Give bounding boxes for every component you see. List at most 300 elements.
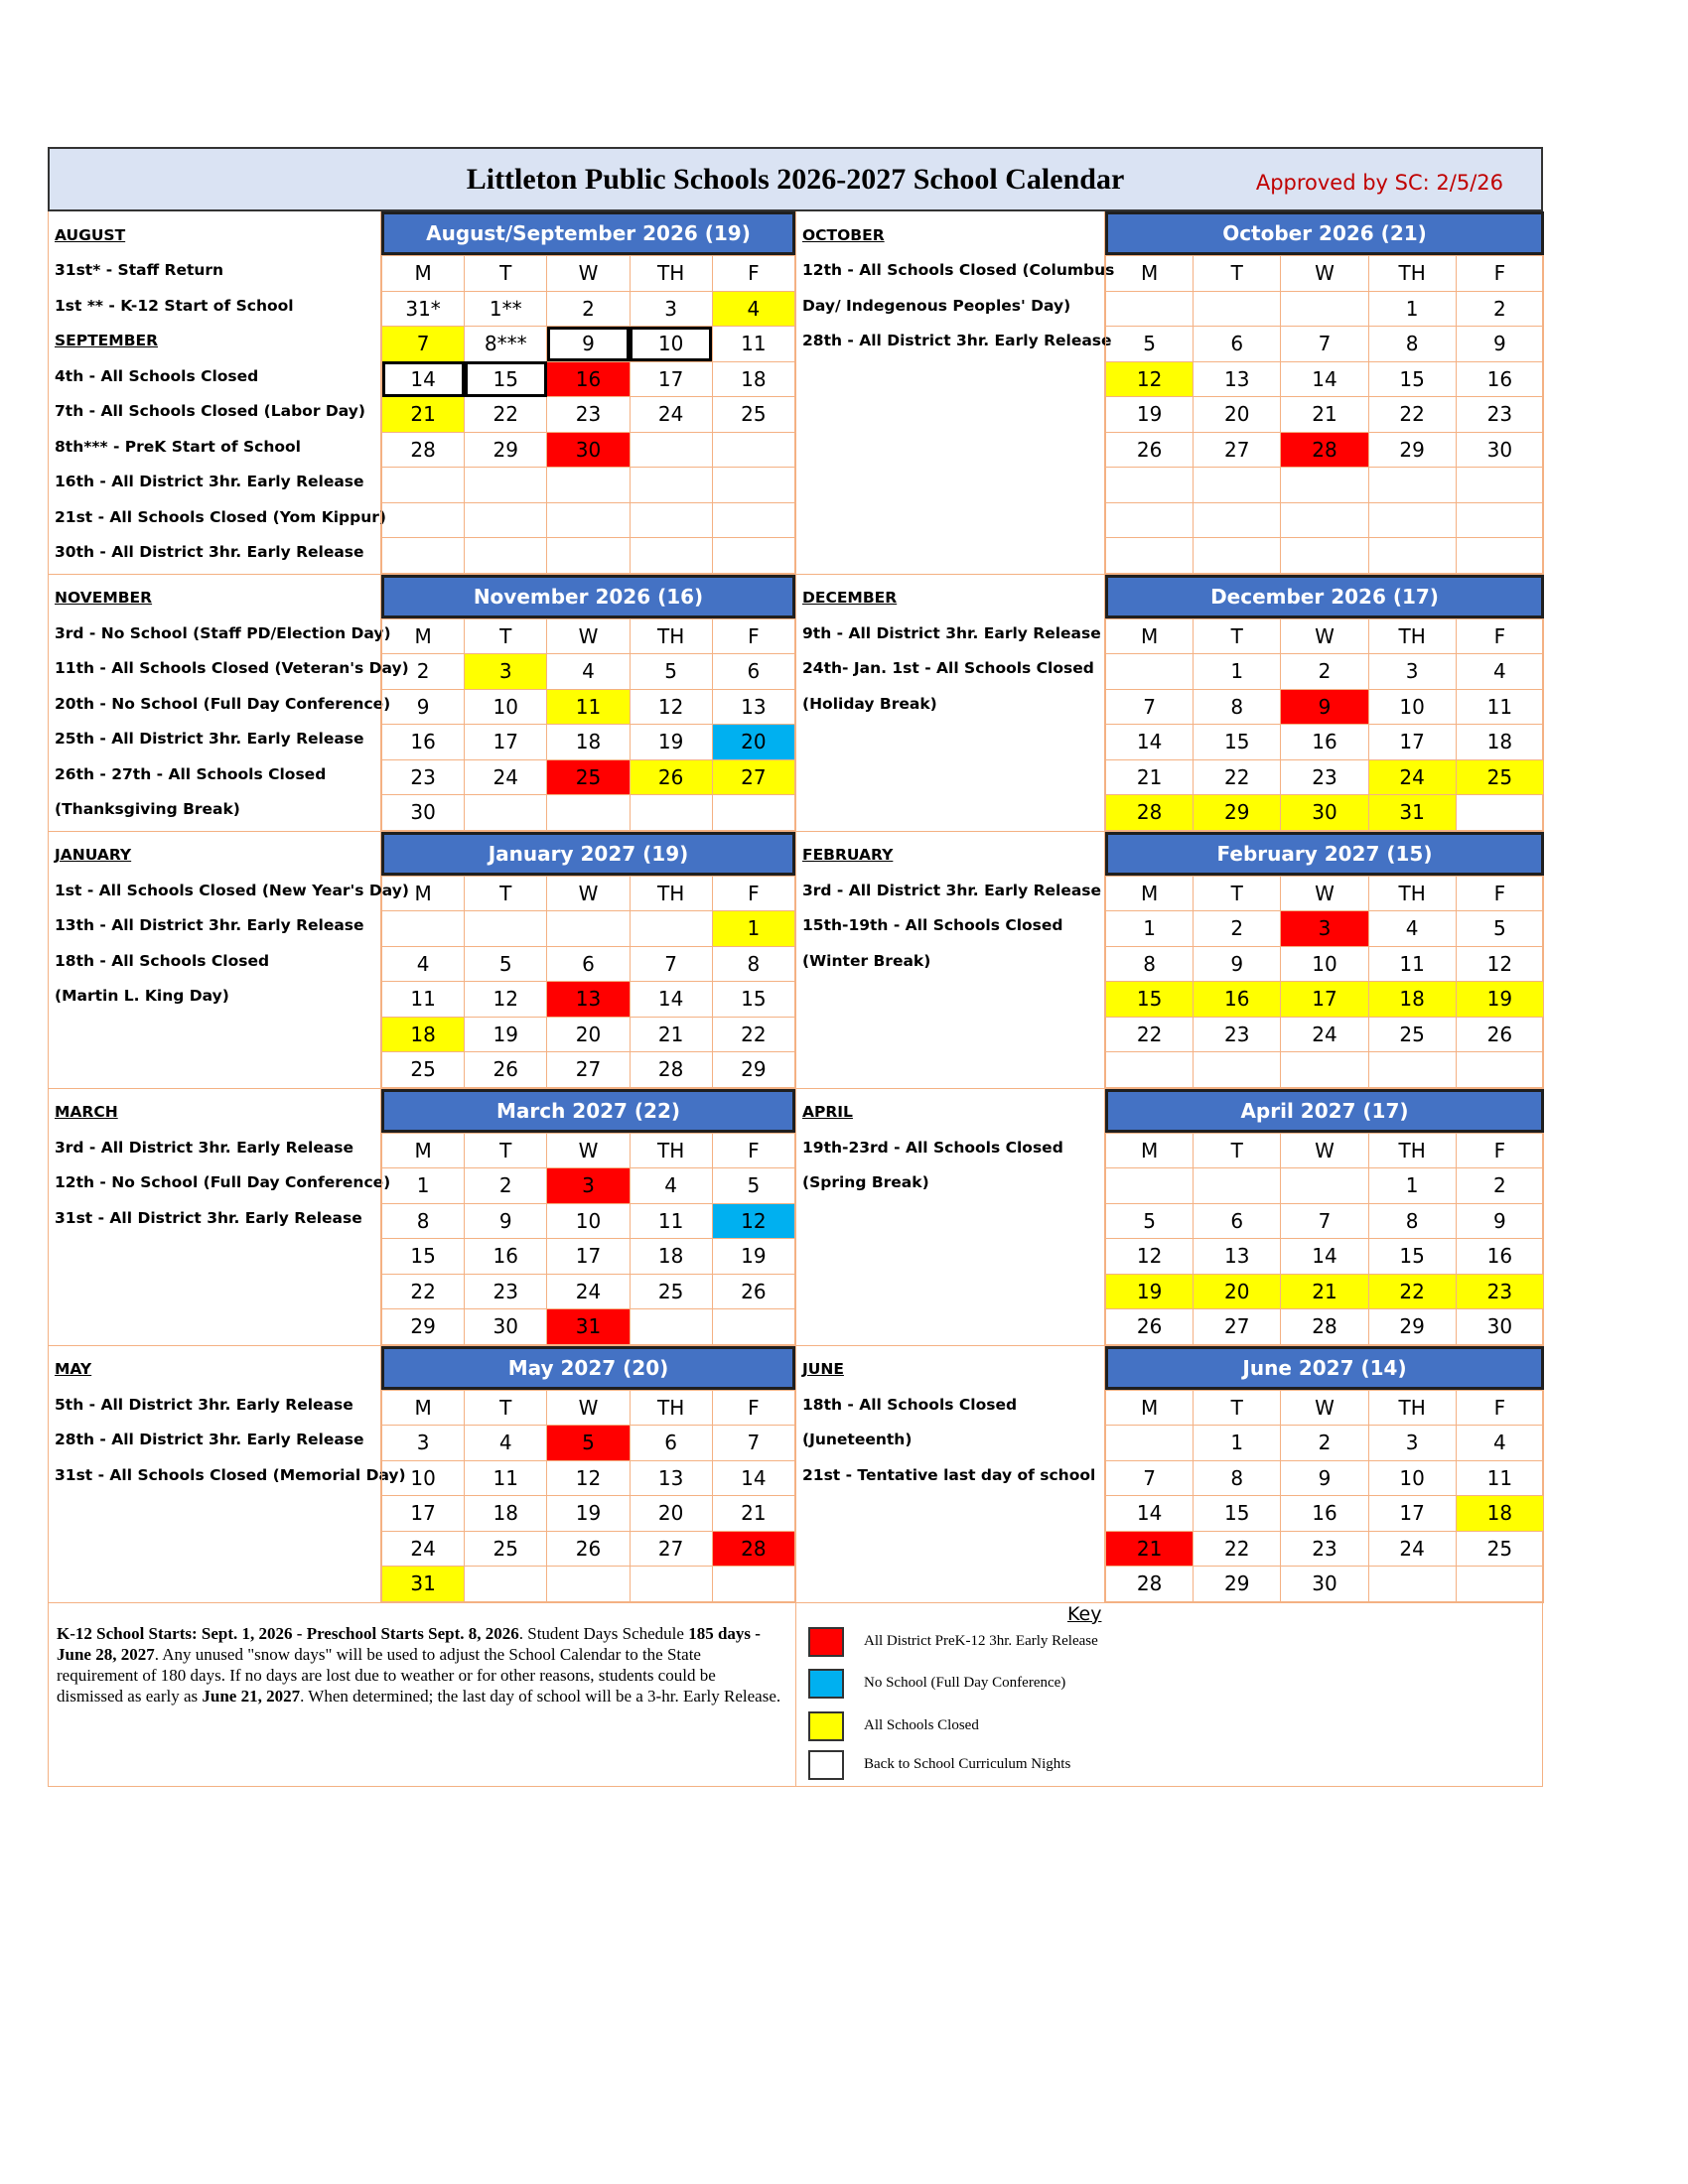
weekday-label: TH [1368,256,1456,292]
day-cell: 6 [630,1426,712,1461]
week-row [1106,759,1544,795]
note-line: 26th - 27th - All Schools Closed [55,764,327,783]
weekday-header-row [382,256,795,292]
note-line: 18th - All Schools Closed [802,1395,1018,1414]
note-line: (Winter Break) [802,951,931,970]
day-cell: 25 [712,397,794,433]
month-title: October 2026 (21) [1105,211,1544,255]
day-cell [547,468,630,503]
day-cell: 22 [465,397,547,433]
day-cell: 23 [382,759,465,795]
day-cell: 11 [382,982,465,1018]
color-key [796,1603,1544,1786]
day-cell: 10 [630,327,712,362]
note-line: FEBRUARY [802,846,894,865]
day-cell [1106,538,1194,574]
day-cell: 26 [1106,1309,1194,1345]
day-cell: 19 [712,1239,794,1275]
key-label: Back to School Curriculum Nights [864,1756,1071,1772]
day-cell: 1 [382,1168,465,1204]
day-cell: 26 [547,1531,630,1567]
weekday-label: T [1194,876,1281,911]
day-cell: 12 [465,982,547,1018]
day-cell: 2 [1281,1426,1368,1461]
day-cell: 11 [630,1203,712,1239]
note-line: (Spring Break) [802,1173,929,1192]
day-cell: 18 [1456,725,1543,760]
day-cell [712,468,794,503]
key-swatch [808,1750,844,1780]
day-cell: 25 [630,1274,712,1309]
day-cell: 4 [1456,654,1543,690]
day-cell: 27 [1194,432,1281,468]
week-row [1106,1309,1544,1345]
day-cell: 18 [547,725,630,760]
week-row [382,1017,795,1052]
day-cell [1456,538,1543,574]
day-cell [712,432,794,468]
day-cell [1456,468,1543,503]
day-cell [1194,502,1281,538]
day-cell [712,1567,794,1602]
month-notes [796,1346,1105,1603]
day-cell: 16 [1281,1496,1368,1532]
day-cell: 1 [1194,1426,1281,1461]
note-line: 30th - All District 3hr. Early Release [55,543,364,562]
week-row [382,689,795,725]
note-line: 12th - No School (Full Day Conference) [55,1173,391,1192]
weekday-label: F [1456,1390,1543,1426]
note-line: 31st - All Schools Closed (Memorial Day) [55,1465,406,1484]
weekday-header-row [1106,876,1544,911]
day-cell: 8 [712,946,794,982]
day-cell: 24 [1368,1531,1456,1567]
day-cell: 28 [1106,1567,1194,1602]
note-line: MAY [55,1360,92,1379]
weekday-label: M [1106,1133,1194,1168]
day-cell: 10 [382,1460,465,1496]
note-line: 12th - All Schools Closed (Columbus [802,261,1115,280]
day-cell: 3 [1281,911,1368,947]
day-cell: 9 [382,689,465,725]
week-row [1106,1274,1544,1309]
day-cell [1281,1052,1368,1088]
day-cell: 27 [712,759,794,795]
day-cell: 22 [382,1274,465,1309]
weekday-label: TH [1368,1133,1456,1168]
day-cell: 25 [382,1052,465,1088]
day-cell [1194,468,1281,503]
day-cell [1456,1567,1543,1602]
day-cell: 17 [1281,982,1368,1018]
day-cell [547,911,630,947]
day-cell: 23 [1281,1531,1368,1567]
footer-text-part: 185 days - June 28, 2027 [57,1623,761,1664]
day-cell: 2 [465,1168,547,1204]
week-row [382,795,795,831]
day-cell: 30 [547,432,630,468]
day-cell: 3 [1368,1426,1456,1461]
day-cell: 21 [1106,759,1194,795]
day-table [381,255,795,574]
day-cell: 30 [1456,1309,1543,1345]
footer-text-part: . When determined; the last day of school will be a 3-hr. Early Release. [300,1686,781,1706]
day-cell: 18 [630,1239,712,1275]
day-cell: 7 [382,327,465,362]
weekday-label: F [1456,256,1543,292]
weekday-label: M [1106,256,1194,292]
day-cell [1368,538,1456,574]
day-cell: 25 [1368,1017,1456,1052]
month-title: June 2027 (14) [1105,1346,1544,1390]
day-cell: 23 [1456,1274,1543,1309]
day-cell [1456,1052,1543,1088]
weekday-header-row [382,618,795,654]
day-cell: 6 [547,946,630,982]
note-line: 1st - All Schools Closed (New Year's Day) [55,881,409,899]
day-cell [712,1309,794,1345]
weekday-label: F [1456,876,1543,911]
day-cell [1456,795,1543,831]
day-cell: 3 [465,654,547,690]
key-label: No School (Full Day Conference) [864,1675,1066,1691]
weekday-label: TH [630,618,712,654]
day-cell: 7 [630,946,712,982]
day-cell [1106,654,1194,690]
day-cell: 30 [382,795,465,831]
month-title: April 2027 (17) [1105,1089,1544,1133]
day-cell: 26 [630,759,712,795]
day-cell: 19 [547,1496,630,1532]
day-cell [382,911,465,947]
day-cell [465,468,547,503]
day-cell: 29 [1368,1309,1456,1345]
week-row [1106,1203,1544,1239]
day-cell: 8 [1194,1460,1281,1496]
week-row [1106,795,1544,831]
day-cell: 12 [1456,946,1543,982]
month-calendar [381,211,796,575]
day-cell: 19 [1106,1274,1194,1309]
weekday-label: W [1281,256,1368,292]
day-cell: 19 [1106,397,1194,433]
month-calendar [1105,575,1544,832]
weekday-label: TH [630,1390,712,1426]
day-cell [712,795,794,831]
key-label: All Schools Closed [864,1717,979,1733]
day-cell: 5 [630,654,712,690]
day-cell: 21 [1281,397,1368,433]
footer-text-part: . Any unused "snow days" will be used to adjust the School Calendar to the State requirement of 180 days. If no days are lost due to weather or for other reasons, students could be dismissed as early as [57,1644,716,1706]
day-cell [630,468,712,503]
day-cell: 26 [1106,432,1194,468]
day-cell: 4 [465,1426,547,1461]
day-cell [547,795,630,831]
note-line: 28th - All District 3hr. Early Release [55,1431,364,1449]
day-cell: 16 [1456,361,1543,397]
day-cell: 15 [1368,1239,1456,1275]
day-table [381,876,795,1088]
day-cell: 19 [630,725,712,760]
day-cell: 17 [382,1496,465,1532]
note-line: AUGUST [55,225,126,244]
month-notes [49,832,409,1089]
day-cell: 6 [1194,327,1281,362]
day-cell: 15 [712,982,794,1018]
week-row [1106,1017,1544,1052]
note-line: (Martin L. King Day) [55,987,229,1006]
day-cell: 1 [1106,911,1194,947]
day-cell: 17 [630,361,712,397]
key-swatch [808,1711,844,1741]
footer-text-part: June 21, 2027 [202,1686,301,1706]
note-line: 16th - All District 3hr. Early Release [55,473,364,491]
day-cell: 16 [465,1239,547,1275]
weekday-label: W [547,1390,630,1426]
weekday-label: T [1194,256,1281,292]
note-line: SEPTEMBER [55,332,159,350]
day-cell: 15 [1106,982,1194,1018]
day-cell [1368,1052,1456,1088]
note-line: 3rd - All District 3hr. Early Release [55,1138,354,1157]
day-cell [1194,1168,1281,1204]
weekday-header-row [382,876,795,911]
month-title: January 2027 (19) [381,832,795,876]
day-cell [1106,1168,1194,1204]
weekday-label: M [1106,1390,1194,1426]
day-cell: 21 [1281,1274,1368,1309]
note-line: 5th - All District 3hr. Early Release [55,1395,353,1414]
footer-text-part: . Student Days Schedule [518,1623,689,1643]
week-row [382,397,795,433]
weekday-label: F [712,256,794,292]
day-cell: 1 [1368,291,1456,327]
note-line: 3rd - All District 3hr. Early Release [802,881,1102,899]
day-cell: 9 [1194,946,1281,982]
day-table [1105,1390,1544,1602]
day-cell [1194,538,1281,574]
week-row [382,1239,795,1275]
day-cell [1456,502,1543,538]
day-cell: 31* [382,291,465,327]
day-cell: 6 [712,654,794,690]
month-calendar [1105,211,1544,575]
day-cell: 8 [1368,327,1456,362]
day-cell: 2 [1456,291,1543,327]
day-cell: 28 [382,432,465,468]
day-cell: 4 [712,291,794,327]
month-calendar [1105,1346,1544,1603]
day-cell: 29 [1194,1567,1281,1602]
week-row [1106,654,1544,690]
day-cell [547,538,630,574]
day-cell: 7 [1106,689,1194,725]
day-cell: 4 [630,1168,712,1204]
day-cell: 31 [1368,795,1456,831]
day-cell: 6 [1194,1203,1281,1239]
day-cell: 11 [1456,1460,1543,1496]
key-title: Key [1067,1602,1102,1625]
day-cell: 10 [1281,946,1368,982]
day-table [381,1133,795,1345]
day-cell: 17 [1368,1496,1456,1532]
weekday-label: M [382,618,465,654]
note-line: 18th - All Schools Closed [55,951,270,970]
month-notes [49,1089,391,1346]
day-cell: 27 [630,1531,712,1567]
week-row [1106,361,1544,397]
week-row [382,654,795,690]
day-cell: 8 [1194,689,1281,725]
day-cell: 24 [1281,1017,1368,1052]
weekday-label: W [1281,1133,1368,1168]
month-title: March 2027 (22) [381,1089,795,1133]
month-calendar [381,575,796,832]
week-row [1106,911,1544,947]
weekday-label: F [1456,618,1543,654]
day-cell: 22 [1194,759,1281,795]
weekday-label: TH [1368,618,1456,654]
day-cell: 14 [630,982,712,1018]
note-line: 20th - No School (Full Day Conference) [55,694,391,713]
month-calendar [381,832,796,1089]
day-cell [1281,538,1368,574]
day-cell: 29 [382,1309,465,1345]
weekday-label: T [1194,618,1281,654]
month-notes [796,832,1105,1089]
day-table [381,618,795,831]
footer [48,1603,1543,1787]
note-line: 7th - All Schools Closed (Labor Day) [55,402,365,421]
weekday-label: TH [1368,876,1456,911]
week-row [1106,1496,1544,1532]
weekday-label: F [1456,1133,1543,1168]
weekday-label: W [547,256,630,292]
week-row [382,911,795,947]
weekday-label: F [712,1390,794,1426]
month-title: February 2027 (15) [1105,832,1544,876]
weekday-label: F [712,876,794,911]
month-calendar [381,1089,796,1346]
day-cell: 5 [547,1426,630,1461]
weekday-header-row [382,1133,795,1168]
weekday-label: W [1281,876,1368,911]
day-cell: 28 [1281,1309,1368,1345]
day-cell: 29 [1194,795,1281,831]
note-line: 21st - All Schools Closed (Yom Kippur) [55,507,386,526]
month-notes [49,575,409,832]
day-cell: 4 [547,654,630,690]
note-line: 25th - All District 3hr. Early Release [55,730,364,749]
day-cell: 17 [465,725,547,760]
day-table [1105,876,1544,1088]
day-cell: 22 [1368,1274,1456,1309]
weekday-label: M [382,1133,465,1168]
day-cell: 24 [547,1274,630,1309]
day-cell: 21 [712,1496,794,1532]
note-line: DECEMBER [802,589,898,608]
day-cell [1106,1052,1194,1088]
day-cell: 12 [1106,361,1194,397]
weekday-label: T [465,876,547,911]
key-swatch [808,1627,844,1657]
day-cell: 16 [1456,1239,1543,1275]
week-row [1106,1567,1544,1602]
day-cell: 15 [1194,725,1281,760]
day-cell: 8 [382,1203,465,1239]
note-line: 1st ** - K-12 Start of School [55,296,294,315]
day-cell: 29 [712,1052,794,1088]
day-cell: 14 [1281,361,1368,397]
day-cell: 15 [1194,1496,1281,1532]
day-cell [1368,1567,1456,1602]
week-row [1106,1168,1544,1204]
week-row [382,1426,795,1461]
day-cell [1106,468,1194,503]
day-cell: 19 [1456,982,1543,1018]
weekday-label: M [382,876,465,911]
note-line: 31st - All District 3hr. Early Release [55,1208,362,1227]
week-row [1106,689,1544,725]
weekday-label: W [547,618,630,654]
day-cell: 9 [1281,1460,1368,1496]
day-cell: 3 [547,1168,630,1204]
month-title: November 2026 (16) [381,575,795,618]
day-cell: 23 [1456,397,1543,433]
day-cell: 4 [1368,911,1456,947]
week-row [382,361,795,397]
day-cell: 20 [1194,1274,1281,1309]
day-cell [630,538,712,574]
day-cell [630,911,712,947]
day-cell [630,1567,712,1602]
day-cell: 16 [547,361,630,397]
week-row [1106,1239,1544,1275]
month-calendar [381,1346,796,1603]
day-cell: 20 [1194,397,1281,433]
note-line: (Holiday Break) [802,694,937,713]
day-cell: 14 [382,361,465,397]
note-line: 15th-19th - All Schools Closed [802,916,1063,935]
day-cell: 1 [712,911,794,947]
day-cell: 5 [465,946,547,982]
day-cell: 28 [1281,432,1368,468]
weekday-label: M [1106,618,1194,654]
day-cell: 30 [1281,1567,1368,1602]
day-cell: 23 [465,1274,547,1309]
day-table [1105,255,1544,574]
week-row [382,982,795,1018]
day-cell: 1** [465,291,547,327]
week-row [1106,982,1544,1018]
day-cell: 17 [547,1239,630,1275]
page-title: Littleton Public Schools 2026-2027 School Calendar [466,162,1125,196]
day-cell: 10 [1368,689,1456,725]
day-cell: 19 [465,1017,547,1052]
day-cell: 24 [465,759,547,795]
day-cell: 24 [630,397,712,433]
day-cell [465,911,547,947]
weekday-label: T [465,1133,547,1168]
week-row [382,1274,795,1309]
day-cell: 23 [1281,759,1368,795]
day-cell [1194,1052,1281,1088]
day-cell [382,468,465,503]
day-cell: 15 [465,361,547,397]
day-cell: 5 [1106,1203,1194,1239]
day-cell: 28 [712,1531,794,1567]
weekday-label: T [465,1390,547,1426]
